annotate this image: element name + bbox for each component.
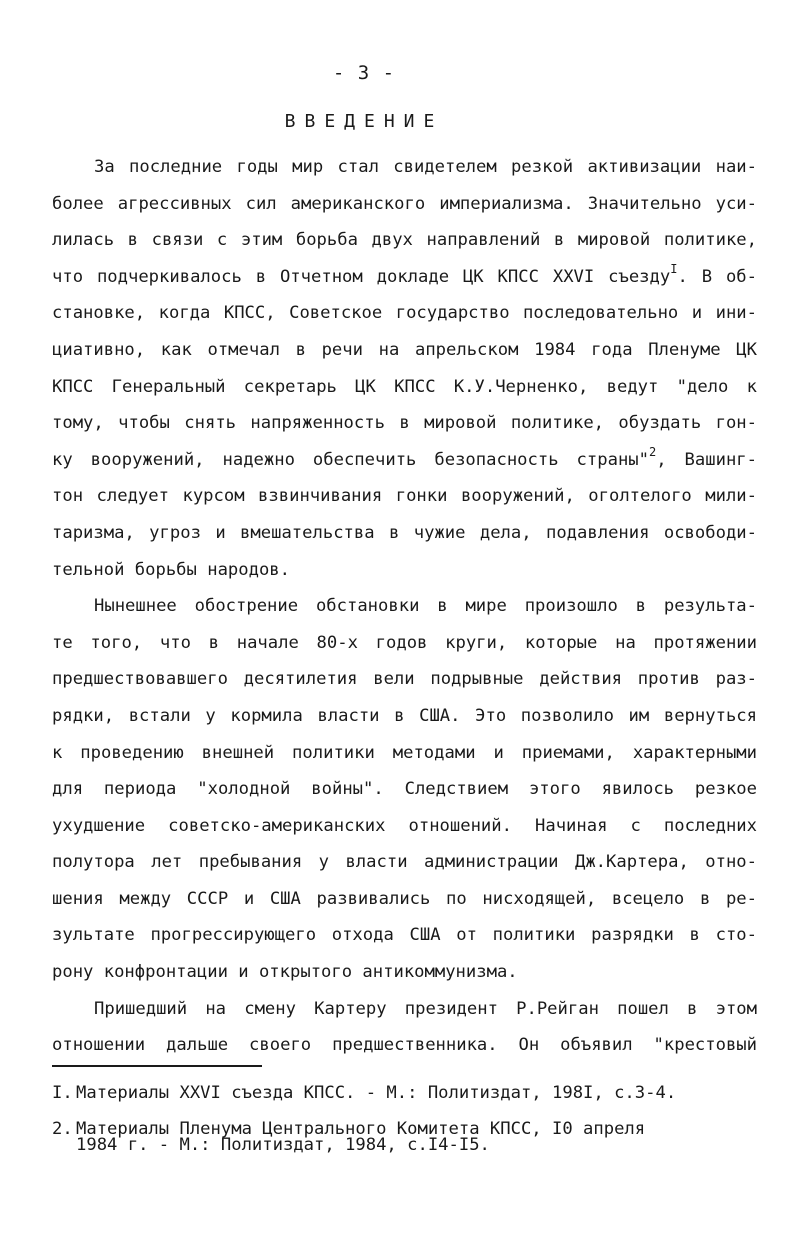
text-line: тому, чтобы снять напряженность в мировой политике, обуздать гон- [52,413,757,434]
text-segment: . В об- [677,266,758,287]
footnote-ref-1: I [670,262,678,277]
text-line: таризма, угроз и вмешательства в чужие дела, подавления освободи- [52,522,757,543]
footnotes [52,1082,752,1170]
footnote-number: 2. [52,1119,73,1139]
footnote-number: I. [52,1083,73,1103]
text-line: зультате прогрессирующего отхода США от политики разрядки в сто- [52,925,757,946]
text-line: отношении дальше своего предшественника. Он объявил "крестовый [52,1035,757,1056]
text-segment: , Вашинг- [656,449,757,470]
footnote-ref-2: 2 [648,445,657,460]
text-segment: что подчеркивалось в Отчетном докладе ЦК КПСС XXVI съезду [52,266,671,287]
text-line: становке, когда КПСС, Советское государство последовательно и ини- [52,303,757,324]
footnote-1 [52,1082,752,1104]
text-line-with-footnote-ref [52,259,757,296]
footnote-text: Материалы XXVI съезда КПСС. - М.: Политиздат, 198I, с.3-4. [76,1083,677,1103]
text-line: к проведению внешней политики методами и приемами, характерными [52,742,757,763]
text-line: рядки, встали у кормила власти в США. Это позволило им вернуться [52,705,757,726]
text-line: циативно, как отмечал в речи на апрельском 1984 года Пленуме ЦК [52,339,757,360]
body-text [52,149,757,1064]
footnote-text-continuation: 1984 г. - М.: Политиздат, 1984, с.I4-I5. [76,1135,490,1155]
page-number: - 3 - [332,62,396,84]
text-line: более агрессивных сил американского империализма. Значительно уси- [52,193,757,214]
text-line: лилась в связи с этим борьба двух направлений в мировой политике, [52,230,757,251]
text-line: Пришедший на смену Картеру президент Р.Рейган пошел в этом [94,998,757,1019]
text-line: тельной борьбы народов. [52,559,290,580]
text-line: рону конфронтации и открытого антикоммунизма. [52,962,518,983]
text-line: для периода "холодной войны". Следствием этого явилось резкое [52,779,757,800]
text-line: Нынешнее обострение обстановки в мире произошло в результа- [94,596,757,617]
text-line: полутора лет пребывания у власти администрации Дж.Картера, отно- [52,852,757,873]
text-line-with-footnote-ref [52,442,757,479]
text-line: те того, что в начале 80-х годов круги, которые на протяжении [52,632,757,653]
footnote-2 [52,1118,752,1156]
text-line: шения между СССР и США развивались по нисходящей, всецело в ре- [52,888,757,909]
text-line: КПСС Генеральный секретарь ЦК КПСС К.У.Черненко, ведут "дело к [52,376,757,397]
text-segment: ку вооружений, надежно обеспечить безопасность страны" [52,449,649,470]
text-line: За последние годы мир стал свидетелем резкой активизации наи- [94,157,757,177]
text-line: предшествовавшего десятилетия вели подрывные действия против раз- [52,669,757,690]
section-heading: ВВЕДЕНИЕ [284,111,444,132]
text-line: ухудшение советско-американских отношений. Начиная с последних [52,815,757,836]
footnote-divider [52,1065,262,1067]
text-line: тон следует курсом взвинчивания гонки вооружений, оголтелого мили- [52,486,757,507]
footnote-text: Материалы Пленума Центрального Комитета КПСС, I0 апреля [76,1119,646,1139]
